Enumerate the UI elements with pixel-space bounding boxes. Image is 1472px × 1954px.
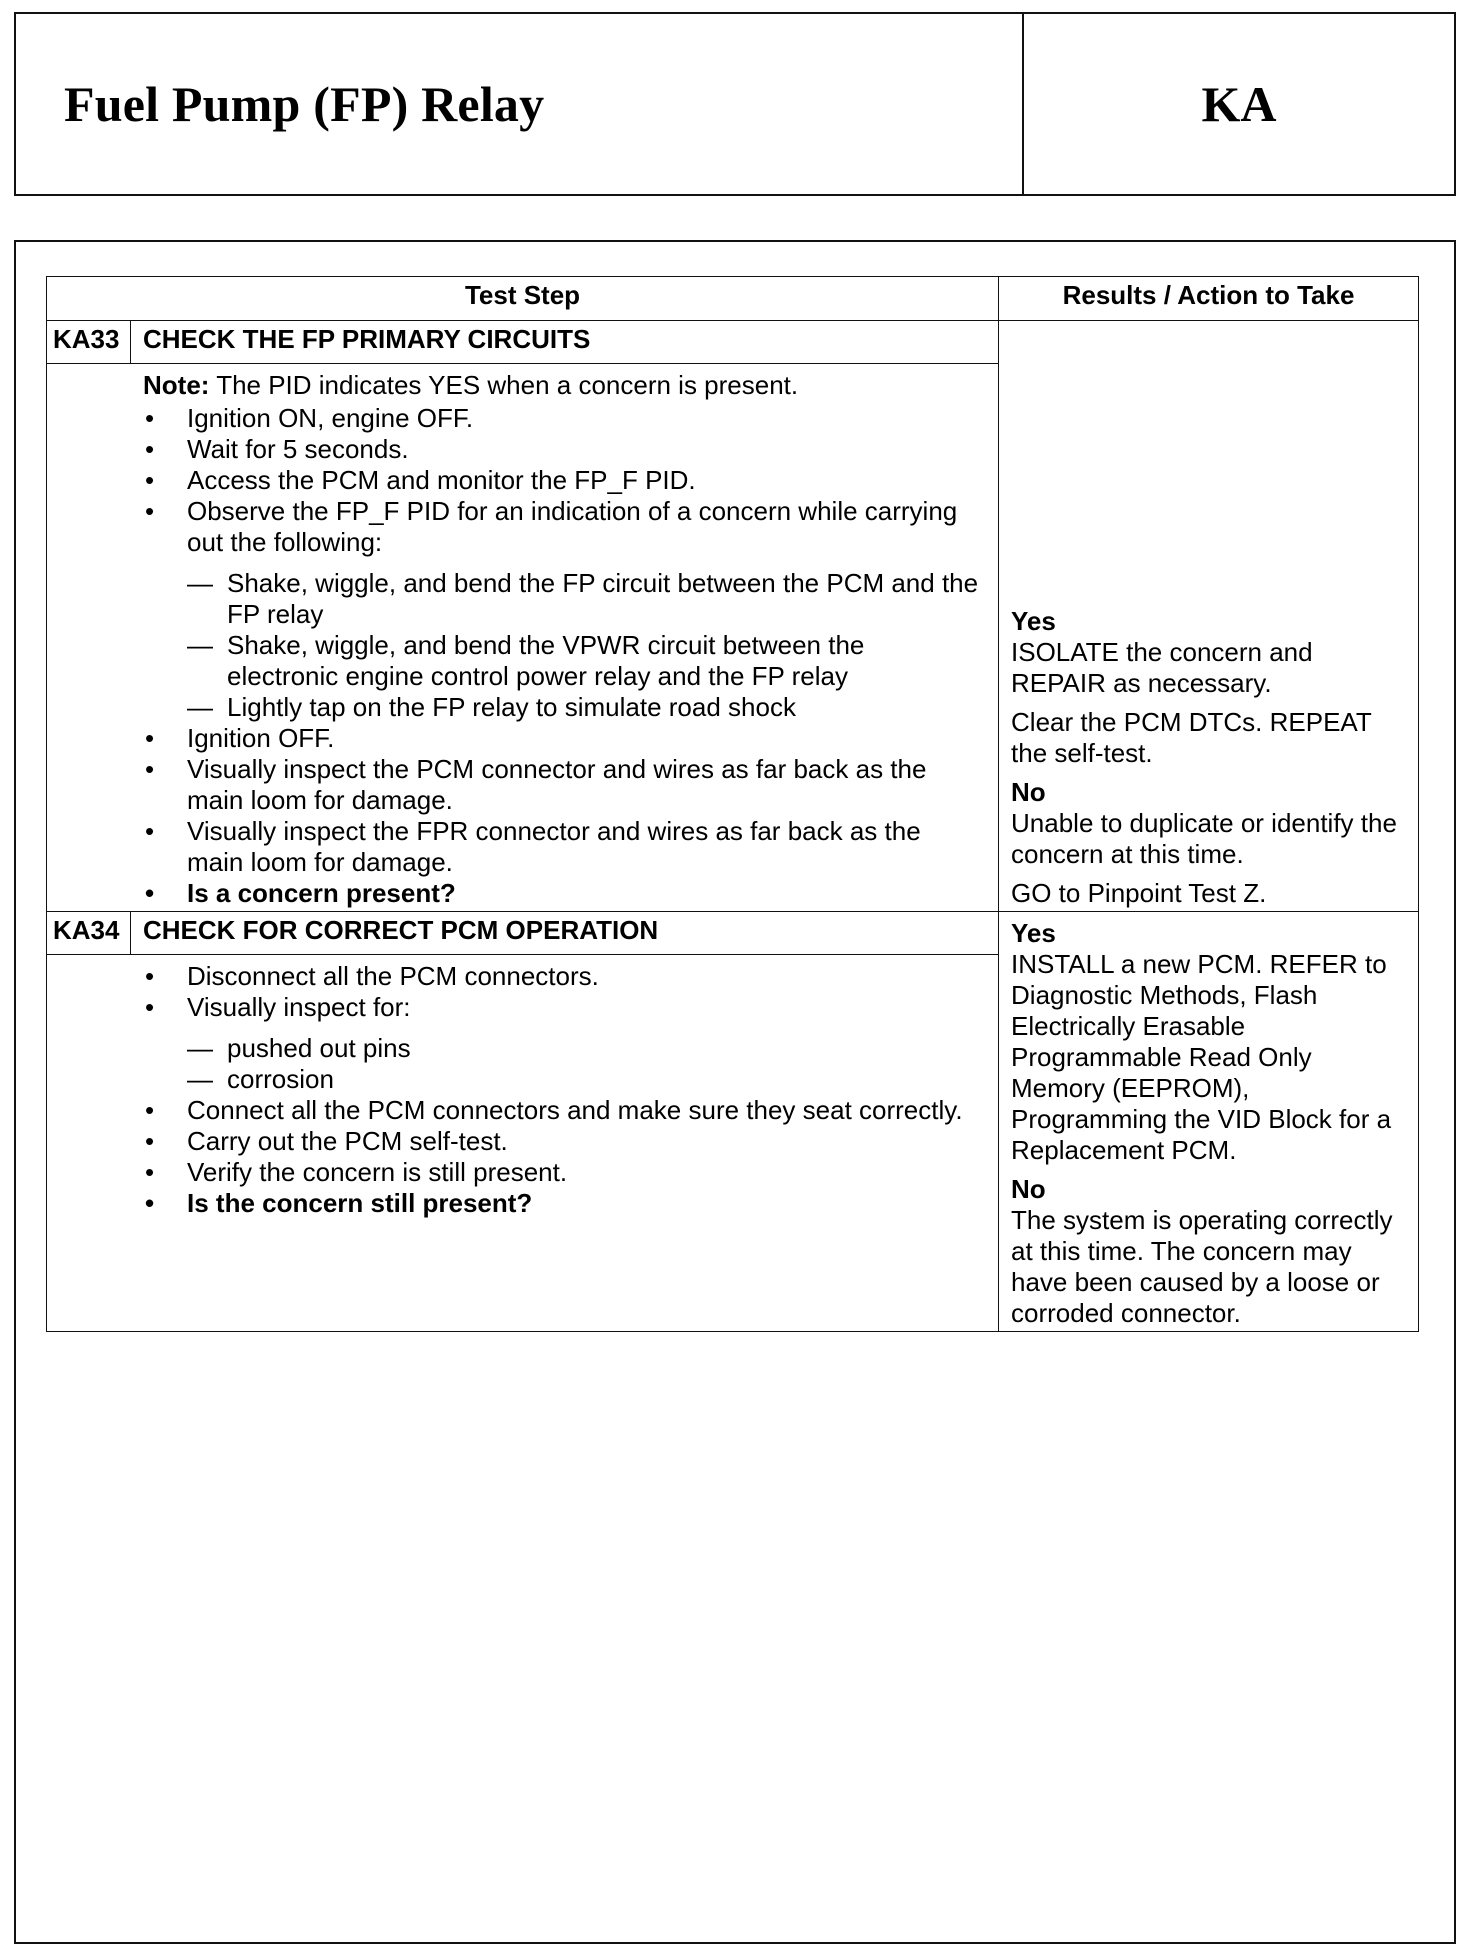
table-header-row: [47, 277, 1419, 321]
note: [143, 370, 982, 401]
list-item-question: [145, 878, 982, 909]
step-title-row: [47, 912, 1419, 955]
result-no-text: Unable to duplicate or identify the concern at this time.: [1011, 808, 1397, 869]
sub-list-item: [145, 568, 982, 630]
note-text: The PID indicates YES when a concern is present.: [209, 370, 799, 400]
list-item-text: Visually inspect the FPR connector and wires as far back as the main loom for damage.: [187, 816, 921, 877]
sub-list-item: [145, 1064, 982, 1095]
list-item: [145, 403, 982, 434]
step-title-row: [47, 321, 1419, 364]
list-item: [145, 434, 982, 465]
list-item-text: Verify the concern is still present.: [187, 1157, 568, 1187]
list-item: [145, 1095, 982, 1126]
list-item-text: Ignition OFF.: [187, 723, 335, 753]
bullet-icon: •: [145, 434, 155, 464]
sub-list-item-text: Shake, wiggle, and bend the FP circuit between the PCM and the FP relay: [227, 568, 979, 629]
dash-icon: —: [187, 568, 213, 598]
column-header-test-step: Test Step: [47, 277, 999, 321]
list-item-text: Is a concern present?: [187, 878, 456, 908]
bullet-icon: •: [145, 992, 155, 1022]
result-no-text: GO to Pinpoint Test Z.: [1011, 878, 1267, 908]
note-label: Note:: [143, 370, 210, 400]
bullet-icon: •: [145, 403, 155, 433]
dash-icon: —: [187, 630, 213, 660]
list-item: [145, 754, 982, 816]
list-item: [145, 1157, 982, 1188]
step-title: CHECK THE FP PRIMARY CIRCUITS: [131, 321, 999, 364]
sub-list-item-text: pushed out pins: [227, 1033, 411, 1063]
bullet-icon: •: [145, 496, 155, 526]
sub-list-item-text: corrosion: [227, 1064, 334, 1094]
step-id: KA34: [47, 912, 131, 955]
bullet-icon: •: [145, 1188, 155, 1218]
header-title-cell: [16, 14, 1024, 194]
section-code: KA: [1201, 76, 1277, 132]
bullet-icon: •: [145, 1095, 155, 1125]
dash-icon: —: [187, 1033, 213, 1063]
result-no-label: No: [1011, 777, 1046, 807]
list-item-text: Ignition ON, engine OFF.: [187, 403, 474, 433]
page-header: [14, 12, 1456, 196]
result-yes-text: ISOLATE the concern and REPAIR as necessary.: [1011, 637, 1313, 698]
list-item: [145, 961, 982, 992]
step-title: CHECK FOR CORRECT PCM OPERATION: [131, 912, 999, 955]
result-yes-text: Clear the PCM DTCs. REPEAT the self-test.: [1011, 707, 1372, 768]
step-list: [145, 403, 982, 909]
sub-list-item: [145, 630, 982, 692]
result-yes-text: INSTALL a new PCM. REFER to Diagnostic Methods, Flash Electrically Erasable Programmable Read Only Memory (EEPROM), Programming the VID Block for a Replacement PCM.: [1011, 949, 1392, 1165]
result-no-text: The system is operating correctly at this time. The concern may have been caused by a loose or corroded connector.: [1011, 1205, 1393, 1328]
dash-icon: —: [187, 692, 213, 722]
list-item-question: [145, 1188, 982, 1219]
list-item-text: Connect all the PCM connectors and make sure they seat correctly.: [187, 1095, 963, 1125]
list-item-text: Access the PCM and monitor the FP_F PID.: [187, 465, 696, 495]
sub-list-item: [145, 692, 982, 723]
list-item-text: Wait for 5 seconds.: [187, 434, 409, 464]
list-item-text: Is the concern still present?: [187, 1188, 533, 1218]
dash-icon: —: [187, 1064, 213, 1094]
sub-list-item: [145, 1033, 982, 1064]
list-item-text: Visually inspect the PCM connector and wires as far back as the main loom for damage.: [187, 754, 927, 815]
step-body: [47, 955, 999, 1332]
list-item: [145, 496, 982, 723]
result-yes-label: Yes: [1011, 918, 1056, 948]
bullet-icon: •: [145, 961, 155, 991]
list-item: [145, 465, 982, 496]
column-header-results: Results / Action to Take: [999, 277, 1419, 321]
step-result: [999, 321, 1419, 912]
sub-list-item-text: Lightly tap on the FP relay to simulate road shock: [227, 692, 796, 722]
bullet-icon: •: [145, 1126, 155, 1156]
bullet-icon: •: [145, 465, 155, 495]
list-item-text: Observe the FP_F PID for an indication of a concern while carrying out the following:: [187, 496, 958, 557]
page-title: Fuel Pump (FP) Relay: [64, 76, 545, 132]
bullet-icon: •: [145, 1157, 155, 1187]
sub-list-item-text: Shake, wiggle, and bend the VPWR circuit between the electronic engine control power relay and the FP relay: [227, 630, 865, 691]
result-no-label: No: [1011, 1174, 1046, 1204]
step-id: KA33: [47, 321, 131, 364]
list-item: [145, 816, 982, 878]
bullet-icon: •: [145, 816, 155, 846]
pinpoint-test-table: [46, 276, 1419, 1332]
step-list: [145, 961, 982, 1219]
header-code-cell: [1024, 14, 1454, 194]
bullet-icon: •: [145, 754, 155, 784]
list-item-text: Visually inspect for:: [187, 992, 411, 1022]
step-body: [47, 364, 999, 912]
bullet-icon: •: [145, 723, 155, 753]
list-item: [145, 1126, 982, 1157]
list-item: [145, 992, 982, 1095]
sub-list: [145, 1033, 982, 1095]
list-item-text: Disconnect all the PCM connectors.: [187, 961, 599, 991]
list-item: [145, 723, 982, 754]
bullet-icon: •: [145, 878, 155, 908]
list-item-text: Carry out the PCM self-test.: [187, 1126, 508, 1156]
sub-list: [145, 568, 982, 723]
result-yes-label: Yes: [1011, 606, 1056, 636]
step-result: [999, 912, 1419, 1332]
